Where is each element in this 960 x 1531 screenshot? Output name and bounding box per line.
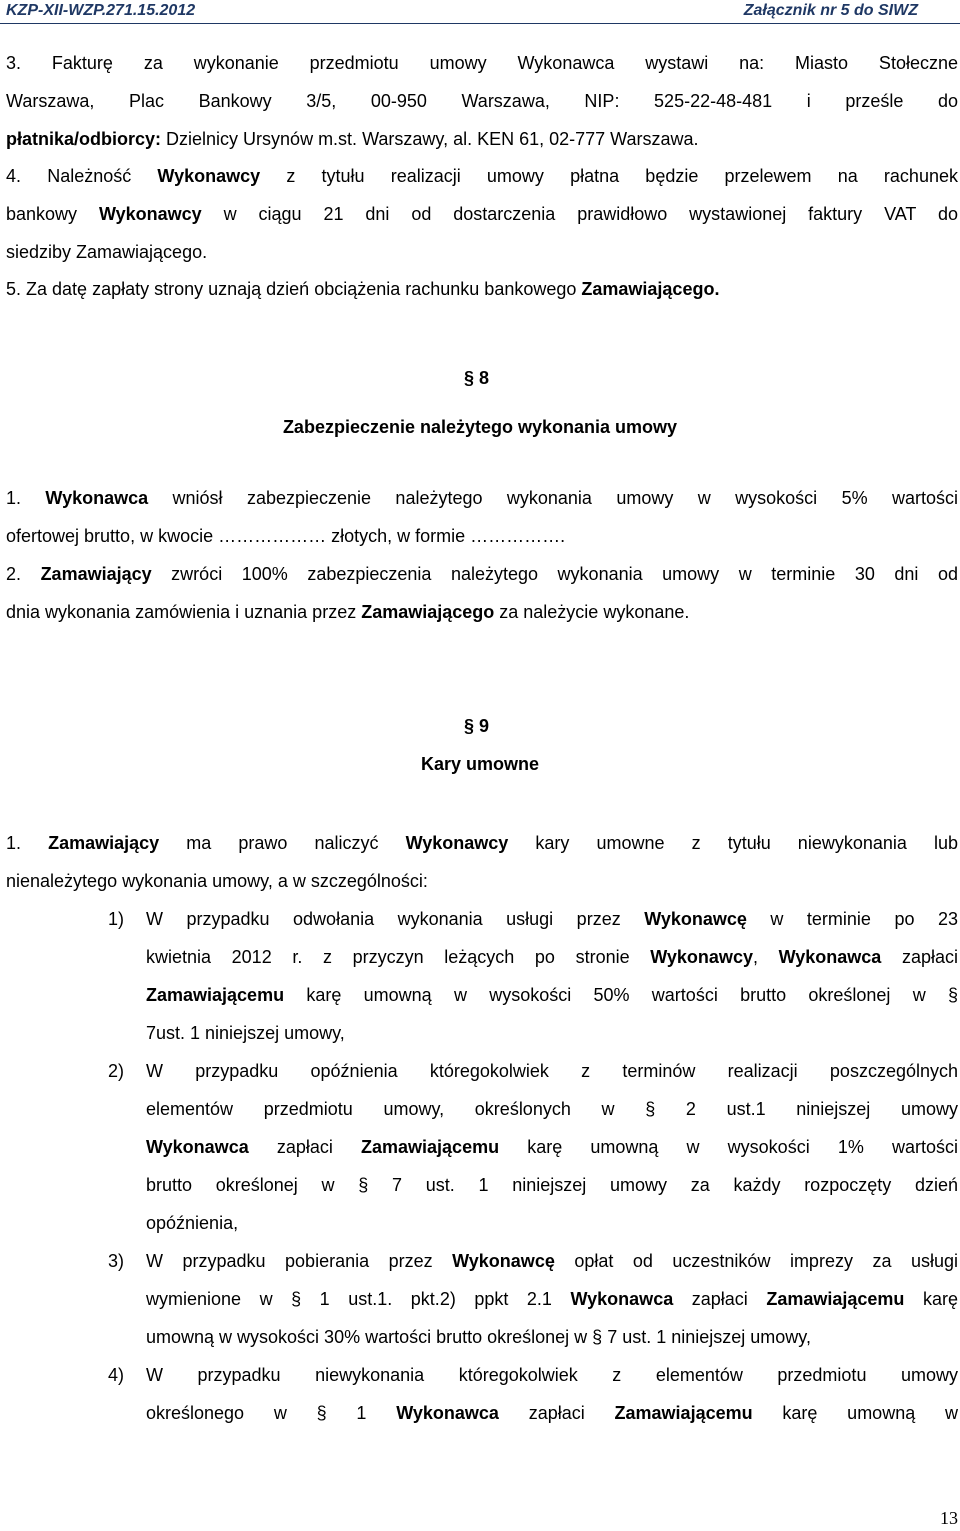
section-sign: § — [464, 716, 475, 736]
line — [146, 1394, 958, 1432]
bold-text: Zamawiającemu — [146, 985, 285, 1005]
text: opłat od uczestników imprezy za usługi — [554, 1251, 958, 1271]
line — [6, 270, 958, 308]
text: karę umowną w wysokości 1% wartości — [499, 1137, 958, 1157]
bold-text: Zamawiający — [40, 564, 152, 584]
text: Należność — [47, 166, 158, 186]
text: zapłaci — [673, 1289, 767, 1309]
text: dnia wykonania zamówienia i uznania przez — [6, 602, 362, 622]
bold-text: Wykonawca — [45, 488, 149, 508]
bold-text: Wykonawca — [146, 1137, 249, 1157]
line: ofertowej brutto, w kwocie ……………… złotych, w formie ……………. — [6, 526, 566, 546]
bold-text: Wykonawcy — [650, 947, 753, 967]
section-9-title: Kary umowne — [420, 754, 540, 774]
section-8-paragraph-1 — [6, 479, 958, 555]
list-item — [108, 900, 958, 1052]
bold-text: Wykonawca — [570, 1289, 674, 1309]
section-8-heading — [464, 368, 489, 389]
line: nienależytego wykonania umowy, a w szczególności: — [6, 871, 428, 891]
line — [146, 1128, 958, 1166]
text: zapłaci — [881, 947, 958, 967]
bold-text: Zamawiającemu — [361, 1137, 500, 1157]
line — [6, 593, 958, 631]
line: elementów przedmiotu umowy, określonych w § 2 ust.1 niniejszej umowy — [146, 1099, 958, 1119]
bold-text: Wykonawcy — [405, 833, 509, 853]
text: karę umowną w wysokości 50% wartości brutto określonej w § — [284, 985, 958, 1005]
line — [6, 120, 958, 158]
text: określonego w § 1 — [146, 1403, 397, 1423]
header-reference: KZP-XII-WZP.271.15.2012 — [6, 2, 196, 19]
text: W przypadku odwołania wykonania usługi przez — [146, 909, 645, 929]
bold-text: Zamawiającego — [361, 602, 495, 622]
line — [146, 900, 958, 938]
bold-text: Wykonawcę — [452, 1251, 555, 1271]
section-9-heading — [464, 716, 489, 737]
section-sign: § — [464, 368, 475, 388]
bold-text: Wykonawca — [778, 947, 882, 967]
list-item — [108, 1356, 958, 1432]
list-item-number: 1) — [108, 909, 125, 929]
bold-text: Zamawiającemu — [614, 1403, 753, 1423]
line: umowną w wysokości 30% wartości brutto określonej w § 7 ust. 1 niniejszej umowy, — [146, 1327, 811, 1347]
line — [146, 1280, 958, 1318]
text: Dzielnicy Ursynów m.st. Warszawy, al. KEN 61, 02-777 Warszawa. — [161, 129, 699, 149]
text: Fakturę za wykonanie przedmiotu umowy Wykonawca wystawi na: Miasto Stołeczne — [51, 53, 958, 73]
penalty-list — [108, 900, 958, 1432]
text: w terminie po 23 — [746, 909, 958, 929]
item-number: 2. — [6, 564, 22, 584]
text: karę umowną w — [752, 1403, 958, 1423]
line: brutto określonej w § 7 ust. 1 niniejszej umowy za każdy rozpoczęty dzień — [146, 1175, 958, 1195]
line — [6, 44, 958, 82]
text: wniósł zabezpieczenie należytego wykonania umowy w wysokości 5% wartości — [148, 488, 958, 508]
item-number: 1. — [6, 833, 22, 853]
paragraph-4 — [6, 157, 958, 271]
text: zapłaci — [248, 1137, 362, 1157]
bold-text: Wykonawcę — [644, 909, 747, 929]
bold-text: Wykonawcy — [157, 166, 261, 186]
line — [6, 157, 958, 195]
bold-text: Zamawiający — [48, 833, 160, 853]
header-rule — [0, 23, 960, 24]
line: W przypadku niewykonania któregokolwiek z elementów przedmiotu umowy — [146, 1365, 958, 1385]
item-number: 1. — [6, 488, 22, 508]
line — [6, 555, 958, 593]
line — [6, 479, 958, 517]
paragraph-5 — [6, 270, 958, 308]
section-9-paragraph-1 — [6, 824, 958, 900]
text: W przypadku pobierania przez — [146, 1251, 453, 1271]
line: Warszawa, Plac Bankowy 3/5, 00-950 Warszawa, NIP: 525-22-48-481 i prześle do — [6, 91, 958, 111]
page-number: 13 — [940, 1508, 958, 1528]
section-number: 9 — [479, 716, 490, 736]
text: bankowy — [6, 204, 99, 224]
header-attachment: Załącznik nr 5 do SIWZ — [743, 2, 918, 19]
line — [6, 824, 958, 862]
line: W przypadku opóźnienia któregokolwiek z terminów realizacji poszczególnych — [146, 1061, 958, 1081]
line — [146, 976, 958, 1014]
bold-text: Wykonawca — [396, 1403, 499, 1423]
section-8-title: Zabezpieczenie należytego wykonania umowy — [282, 417, 678, 437]
item-number: 3. — [6, 53, 22, 73]
line: opóźnienia, — [146, 1213, 239, 1233]
line: 7ust. 1 niniejszej umowy, — [146, 1023, 345, 1043]
item-number: 5. — [6, 279, 22, 299]
document-header — [0, 0, 960, 23]
text: kwietnia 2012 r. z przyczyn leżących po stronie — [146, 947, 651, 967]
bold-text: Zamawiającemu — [766, 1289, 905, 1309]
text: Za datę zapłaty strony uznają dzień obciążenia rachunku bankowego — [26, 279, 582, 299]
section-8-paragraph-2 — [6, 555, 958, 631]
text: kary umowne z tytułu niewykonania lub — [508, 833, 958, 853]
text: , — [752, 947, 779, 967]
line — [146, 938, 958, 976]
text: karę — [904, 1289, 958, 1309]
item-number: 4. — [6, 166, 22, 186]
bold-text: Wykonawcy — [98, 204, 202, 224]
list-item-number: 3) — [108, 1251, 125, 1271]
text: z tytułu realizacji umowy płatna będzie przelewem na rachunek — [260, 166, 958, 186]
text: ma prawo naliczyć — [159, 833, 406, 853]
list-item — [108, 1242, 958, 1356]
bold-text: płatnika/odbiorcy: — [6, 129, 162, 149]
list-item — [108, 1052, 958, 1242]
line — [6, 195, 958, 233]
text: wymienione w § 1 ust.1. pkt.2) ppkt 2.1 — [146, 1289, 571, 1309]
list-item-number: 2) — [108, 1061, 125, 1081]
paragraph-3 — [6, 44, 958, 158]
list-item-number: 4) — [108, 1365, 125, 1385]
text: za należycie wykonane. — [494, 602, 690, 622]
line: siedziby Zamawiającego. — [6, 242, 208, 262]
text: zwróci 100% zabezpieczenia należytego wykonania umowy w terminie 30 dni od — [151, 564, 958, 584]
text: zapłaci — [498, 1403, 615, 1423]
line — [146, 1242, 958, 1280]
bold-text: Zamawiającego. — [581, 279, 720, 299]
text: w ciągu 21 dni od dostarczenia prawidłowo wystawionej faktury VAT do — [201, 204, 959, 224]
section-number: 8 — [479, 368, 490, 388]
